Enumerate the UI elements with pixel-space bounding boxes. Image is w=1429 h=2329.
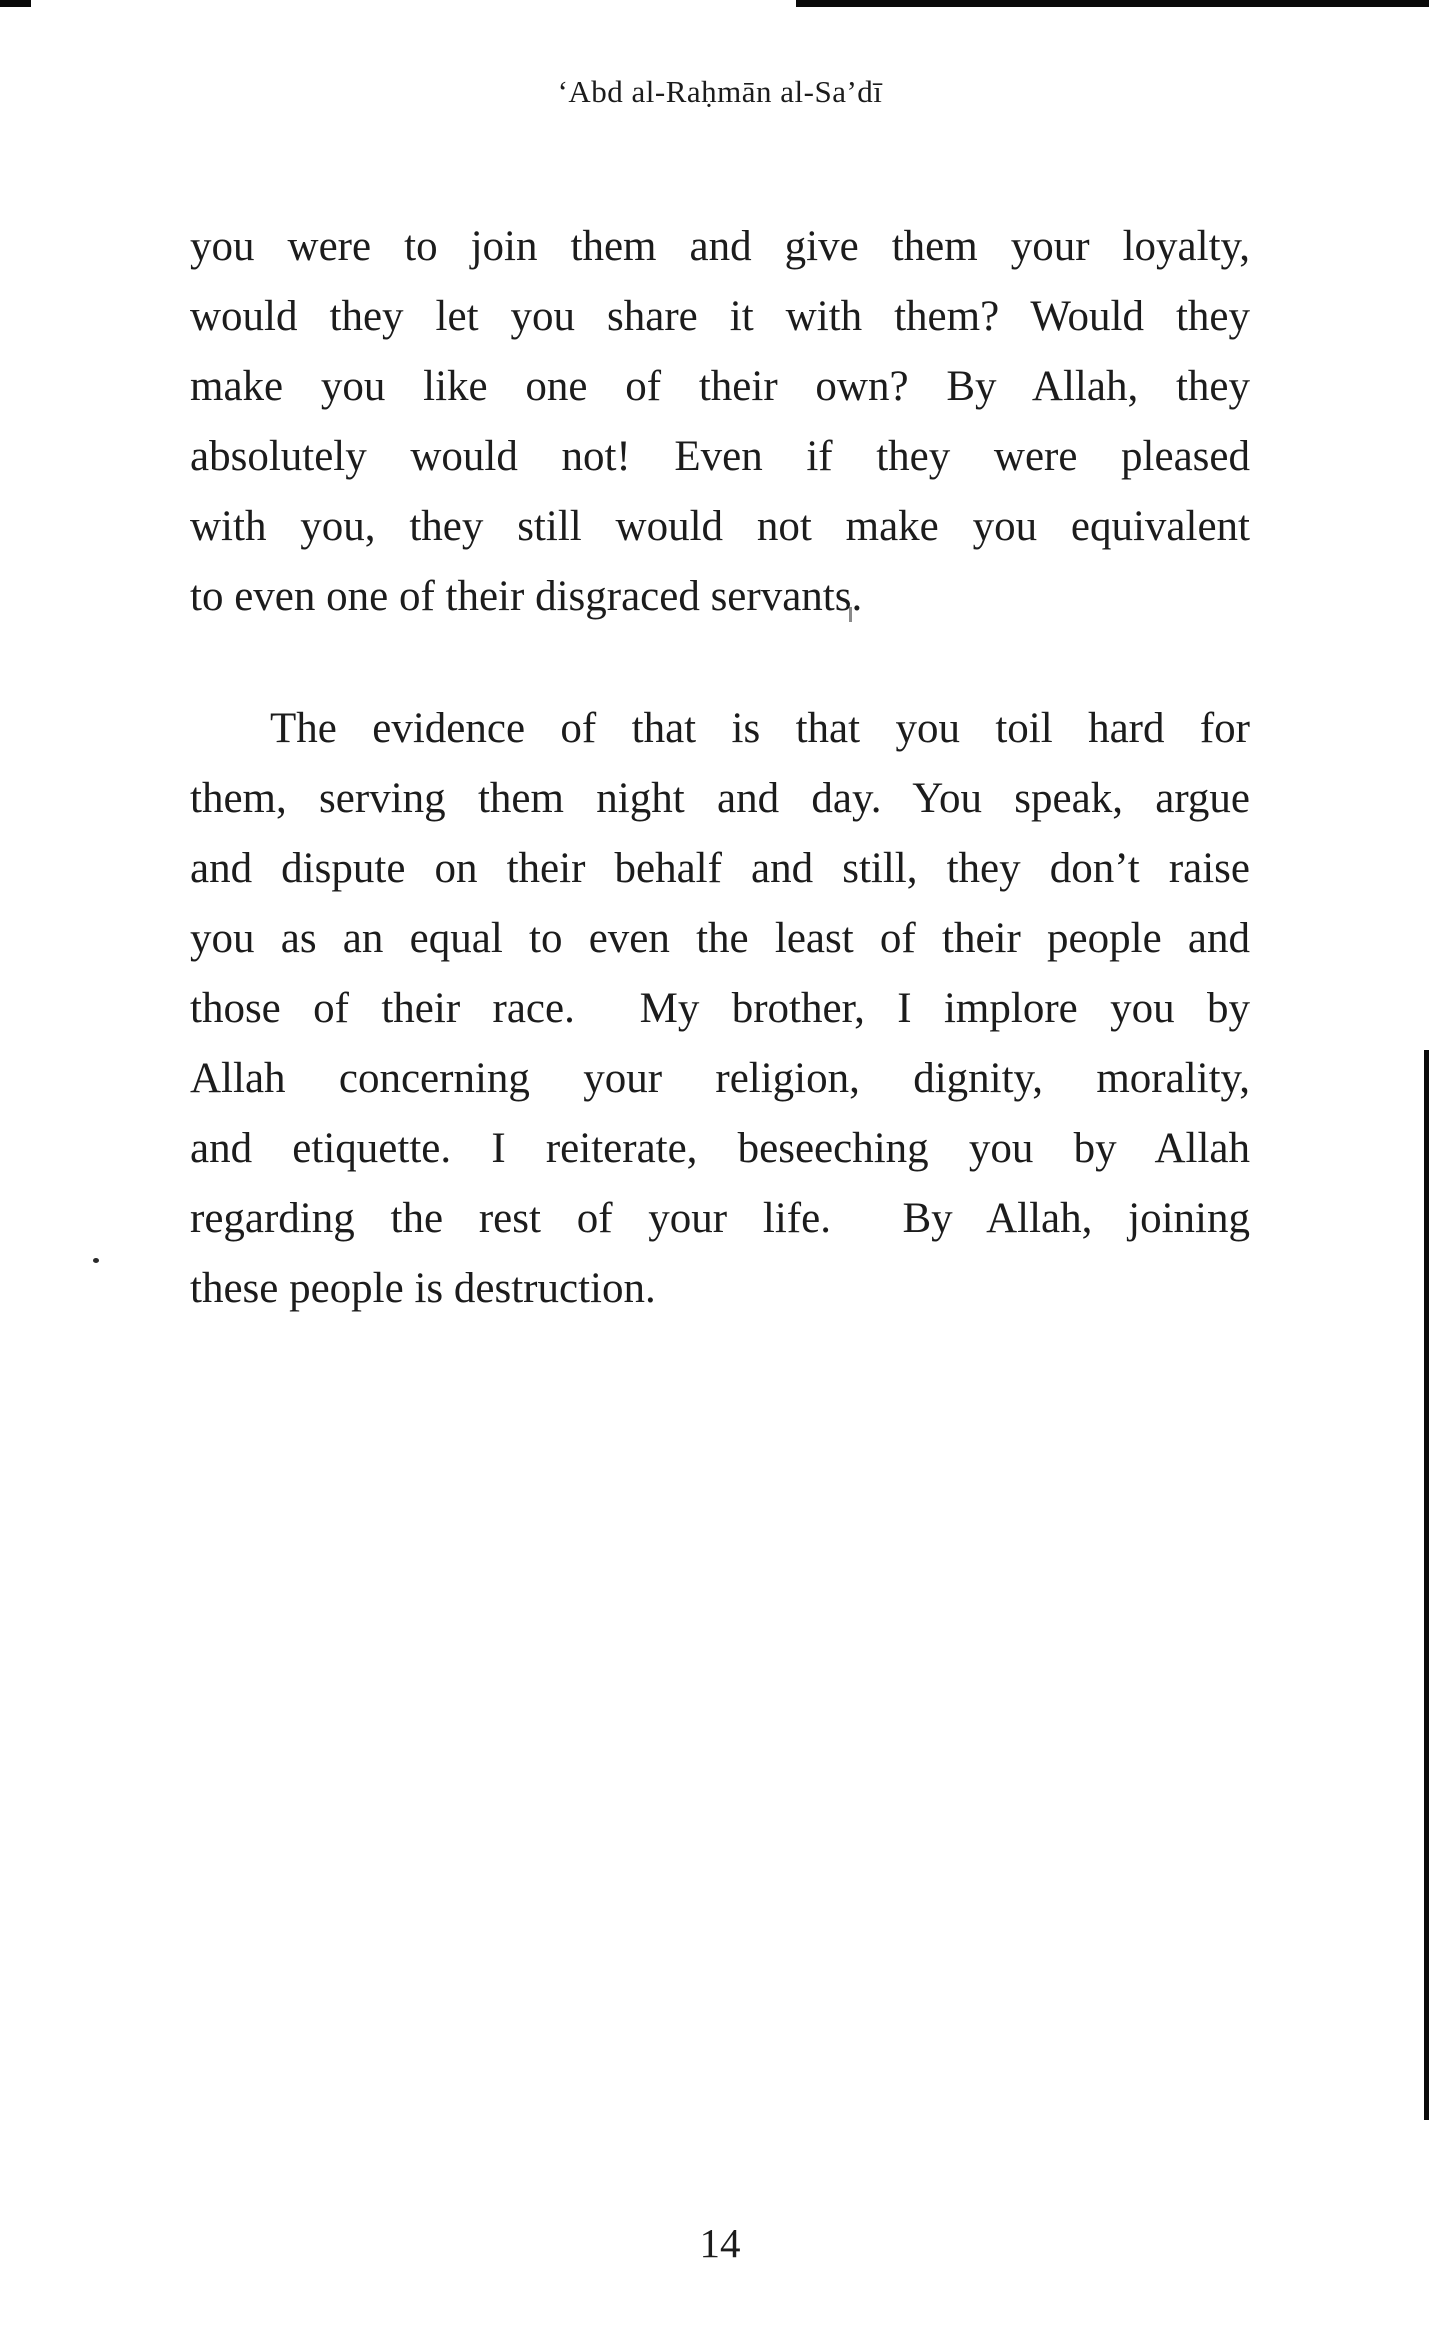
paragraph xyxy=(190,212,1250,632)
body-line: and dispute on their behalf and still, they don’t raise xyxy=(190,845,1250,892)
body-line: those of their race. My brother, I implore you by xyxy=(190,985,1250,1032)
body-line: regarding the rest of your life. By Allah, joining xyxy=(190,1195,1250,1242)
body-line: make you like one of their own? By Allah, they xyxy=(190,363,1250,410)
body-line: to even one of their disgraced servants. xyxy=(190,573,863,620)
body-line: them, serving them night and day. You speak, argue xyxy=(190,775,1250,822)
scan-edge-top-right-line xyxy=(796,0,1429,7)
paragraph xyxy=(190,694,1250,1324)
running-header: ‘Abd al-Raḥmān al-Sa’dī xyxy=(557,74,883,109)
body-line: you as an equal to even the least of their people and xyxy=(190,915,1250,962)
body-line: these people is destruction. xyxy=(190,1265,656,1312)
body-line: with you, they still would not make you equivalent xyxy=(190,503,1250,550)
page-number: 14 xyxy=(699,2220,741,2266)
scan-edge-top-left-mark xyxy=(0,0,31,7)
body-line: you were to join them and give them your loyalty, xyxy=(190,223,1250,270)
body-line: The evidence of that is that you toil hard for xyxy=(270,705,1250,752)
body-line: and etiquette. I reiterate, beseeching you by Allah xyxy=(190,1125,1250,1172)
body-line: would they let you share it with them? Would they xyxy=(190,293,1250,340)
scan-edge-right-line xyxy=(1424,1050,1429,2120)
text-block xyxy=(190,212,1250,1324)
ink-speck xyxy=(93,1258,99,1263)
body-line: absolutely would not! Even if they were pleased xyxy=(190,433,1250,480)
body-line: Allah concerning your religion, dignity, morality, xyxy=(190,1055,1250,1102)
